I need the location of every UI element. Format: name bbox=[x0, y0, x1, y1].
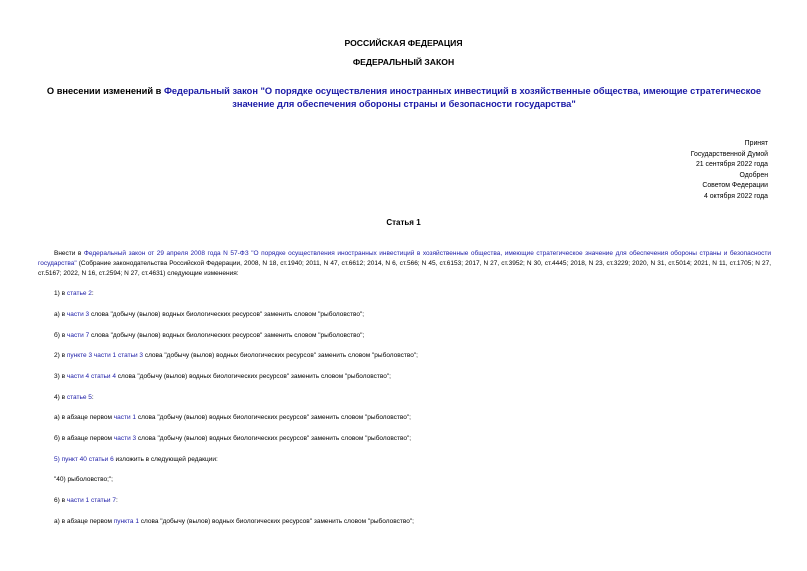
item-link[interactable]: 5) bbox=[54, 456, 62, 463]
intro-law-link[interactable]: Федеральный закон от 29 апреля 2008 года N 57-ФЗ "О порядке осуществления иностранных инвестиций в хозяйственные общества, имеющие стратегическое значение для обеспечения обороны страны и безопасности государства" bbox=[38, 250, 772, 268]
item-text: : bbox=[116, 497, 118, 504]
item-link[interactable]: пункт 40 статьи 6 bbox=[61, 456, 114, 463]
item-text: 6) в bbox=[54, 497, 67, 504]
item-text: слова "добычу (вылов) водных биологических ресурсов" заменить словом "рыболовство"; bbox=[136, 414, 411, 421]
list-item bbox=[54, 290, 94, 297]
item-text: слова "добычу (вылов) водных биологических ресурсов" заменить словом "рыболовство"; bbox=[143, 352, 418, 359]
intro-text: (Собрание законодательства Российской Федерации, 2008, N 18, ст.1940; 2011, N 47, ст.6612; 2014, N 6, ст.566; N 45, ст.6153; 2017, N 27, ст.3952; N 30, ст.4445; 2018, N 23, ст.3229; 2020, N 31, ст.5014; 2021, N 11, ст.1705; N 27, ст.5167; 2022, N 16, ст.2594; N 27, ст.4631) следующие изменения: bbox=[38, 260, 771, 278]
item-text: а) в абзаце первом bbox=[54, 518, 114, 525]
item-link[interactable]: пункте 3 части 1 статьи 3 bbox=[66, 352, 144, 359]
item-text: изложить в следующей редакции: bbox=[113, 456, 218, 463]
article-heading: Статья 1 bbox=[386, 218, 421, 227]
list-item bbox=[54, 352, 418, 359]
law-title-link[interactable]: Федеральный закон "О порядке осуществления иностранных инвестиций в хозяйственные общества, имеющие стратегическое значение для обеспечения обороны страны и безопасности государства" bbox=[163, 86, 762, 109]
item-text: 1) в bbox=[54, 290, 67, 297]
list-item bbox=[54, 311, 364, 318]
item-text: б) в bbox=[54, 332, 67, 339]
item-link[interactable]: части 7 bbox=[66, 332, 90, 339]
item-text: "40) рыболовство;"; bbox=[54, 476, 113, 483]
law-title-prefix: О внесении изменений в bbox=[46, 86, 164, 96]
item-link[interactable]: части 4 статьи 4 bbox=[66, 373, 116, 380]
list-item bbox=[54, 394, 94, 401]
item-link[interactable]: статье 5 bbox=[66, 394, 92, 401]
item-text: 4) в bbox=[54, 394, 67, 401]
item-text: слова "добычу (вылов) водных биологических ресурсов" заменить словом "рыболовство"; bbox=[89, 311, 365, 318]
adoption-line: Государственной Думой bbox=[690, 150, 768, 158]
item-text: а) в абзаце первом bbox=[54, 414, 114, 421]
list-item bbox=[54, 456, 218, 463]
item-text: слова "добычу (вылов) водных биологических ресурсов" заменить словом "рыболовство"; bbox=[116, 373, 391, 380]
item-link[interactable]: части 3 bbox=[66, 311, 90, 318]
law-title bbox=[36, 85, 772, 111]
list-item bbox=[54, 373, 391, 380]
document-type-heading: ФЕДЕРАЛЬНЫЙ ЗАКОН bbox=[352, 57, 455, 67]
adoption-block bbox=[691, 139, 768, 203]
item-text: : bbox=[91, 290, 94, 297]
adoption-line: Принят bbox=[744, 140, 768, 147]
approval-date: 4 октября 2022 года bbox=[703, 192, 768, 200]
item-text: 2) в bbox=[54, 352, 67, 359]
article-intro-paragraph bbox=[38, 249, 771, 280]
item-text: слова "добычу (вылов) водных биологических ресурсов" заменить словом "рыболовство"; bbox=[89, 332, 365, 339]
country-heading: РОССИЙСКАЯ ФЕДЕРАЦИЯ bbox=[344, 38, 463, 48]
list-item bbox=[54, 518, 414, 525]
item-text: б) в абзаце первом bbox=[54, 435, 114, 442]
item-text: слова "добычу (вылов) водных биологических ресурсов" заменить словом "рыболовство"; bbox=[136, 435, 412, 442]
item-link[interactable]: статье 2 bbox=[66, 290, 92, 297]
item-link[interactable]: части 1 bbox=[113, 414, 137, 421]
adoption-date: 21 сентября 2022 года bbox=[695, 161, 768, 169]
approval-line: Одобрен bbox=[739, 171, 768, 179]
item-text: слова "добычу (вылов) водных биологических ресурсов" заменить словом "рыболовство"; bbox=[138, 518, 414, 525]
list-item bbox=[54, 497, 118, 504]
item-text: : bbox=[91, 394, 94, 401]
item-link[interactable]: части 1 статьи 7 bbox=[66, 497, 116, 504]
intro-text: Внести в bbox=[54, 250, 84, 257]
item-link[interactable]: части 3 bbox=[113, 435, 137, 442]
list-item bbox=[54, 332, 364, 339]
list-item bbox=[54, 476, 113, 483]
item-text: а) в bbox=[54, 311, 67, 318]
approval-line: Советом Федерации bbox=[702, 182, 768, 190]
list-item bbox=[54, 414, 411, 421]
item-link[interactable]: пункта 1 bbox=[113, 518, 139, 525]
list-item bbox=[54, 435, 411, 442]
item-text: 3) в bbox=[54, 373, 67, 380]
